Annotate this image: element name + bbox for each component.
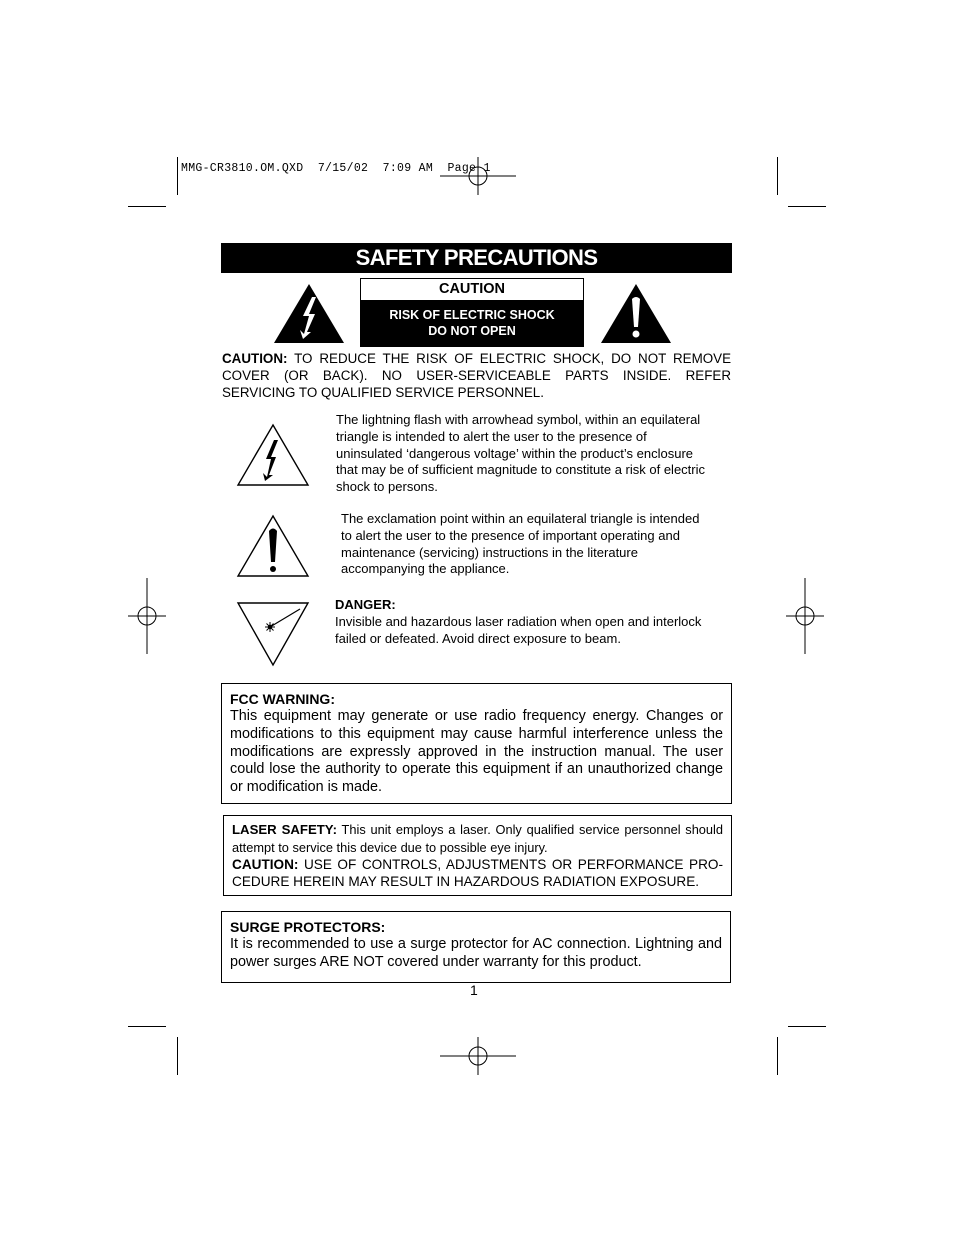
fcc-warning-text: This equipment may generate or use radio frequency energy. Changes or modifications to this equipment may cause harmful interference unless the modifications are expressly approved in the instruction manual. The user could lose the authority to operate this equipment if an unauthorized change or modification is made. (230, 708, 723, 796)
caution-statement-text: TO REDUCE THE RISK OF ELECTRIC SHOCK, DO NOT REMOVE COVER (OR BACK). NO USER-SERVICEABLE PARTS INSIDE. REFER SERVICING TO QUALIFIED SERVICE PERSONNEL. (222, 351, 731, 400)
crop-mark (788, 206, 826, 207)
caution-statement-lead: CAUTION: (222, 351, 288, 366)
page-title: SAFETY PRECAUTIONS (221, 243, 732, 273)
caution-statement (222, 350, 731, 401)
print-slug: MMG-CR3810.OM.QXD 7/15/02 7:09 AM Page 1 (181, 162, 491, 175)
lightning-warning-icon (272, 283, 346, 345)
crop-mark (177, 157, 178, 195)
registration-mark-left (126, 578, 168, 654)
crop-mark (777, 1037, 778, 1075)
caution-label-line1: RISK OF ELECTRIC SHOCK (389, 308, 555, 322)
lightning-triangle-icon (236, 423, 310, 487)
crop-mark (128, 1026, 166, 1027)
exclamation-symbol-description: The exclamation point within an equilateral triangle is intended to alert the user to the presence of important operating and maintenance (servicing) instructions in the literature accompanying the appliance. (341, 511, 700, 577)
laser-safety-text: This unit employs a laser. Only qualified service personnel should attempt to service this device due to possible eye injury. (232, 822, 724, 855)
exclamation-warning-icon (599, 283, 673, 345)
registration-mark-top (440, 155, 516, 197)
laser-safety-statement (232, 821, 723, 856)
laser-caution-text: USE OF CONTROLS, ADJUSTMENTS OR PERFORMANCE PRO-CEDURE HEREIN MAY RESULT IN HAZARDOUS RADIATION EXPOSURE. (232, 857, 723, 889)
laser-danger-icon (236, 601, 310, 667)
danger-notice (335, 597, 715, 647)
lightning-symbol-description: The lightning flash with arrowhead symbol, within an equilateral triangle is intended to alert the user to the presence of uninsulated ‘dangerous voltage’ within the product’s enclosure that may be of sufficient magnitude to constitute a risk of electric shock to persons. (336, 412, 706, 495)
caution-label-body (361, 301, 583, 347)
laser-caution-statement (232, 856, 723, 890)
surge-protectors-text: It is recommended to use a surge protector for AC connection. Lightning and power surges ARE NOT covered under warranty for this product. (230, 936, 722, 970)
registration-mark-bottom (440, 1035, 516, 1077)
crop-mark (788, 1026, 826, 1027)
caution-label (360, 278, 584, 347)
crop-mark (128, 206, 166, 207)
caution-label-heading: CAUTION (361, 279, 583, 301)
exclamation-triangle-icon (236, 514, 310, 578)
danger-title: DANGER: (335, 597, 396, 612)
laser-safety-box (223, 815, 732, 896)
fcc-warning-box (221, 683, 732, 804)
caution-label-line2: DO NOT OPEN (428, 324, 516, 338)
surge-protectors-title: SURGE PROTECTORS: (230, 919, 386, 935)
surge-protectors-box (221, 911, 731, 983)
crop-mark (177, 1037, 178, 1075)
registration-mark-right (784, 578, 826, 654)
laser-caution-lead: CAUTION: (232, 857, 299, 872)
page-number: 1 (470, 982, 478, 998)
danger-text: Invisible and hazardous laser radiation when open and interlock failed or defeated. Avoid direct exposure to beam. (335, 613, 702, 646)
fcc-warning-title: FCC WARNING: (230, 691, 335, 707)
laser-safety-title: LASER SAFETY: (232, 822, 338, 837)
crop-mark (777, 157, 778, 195)
